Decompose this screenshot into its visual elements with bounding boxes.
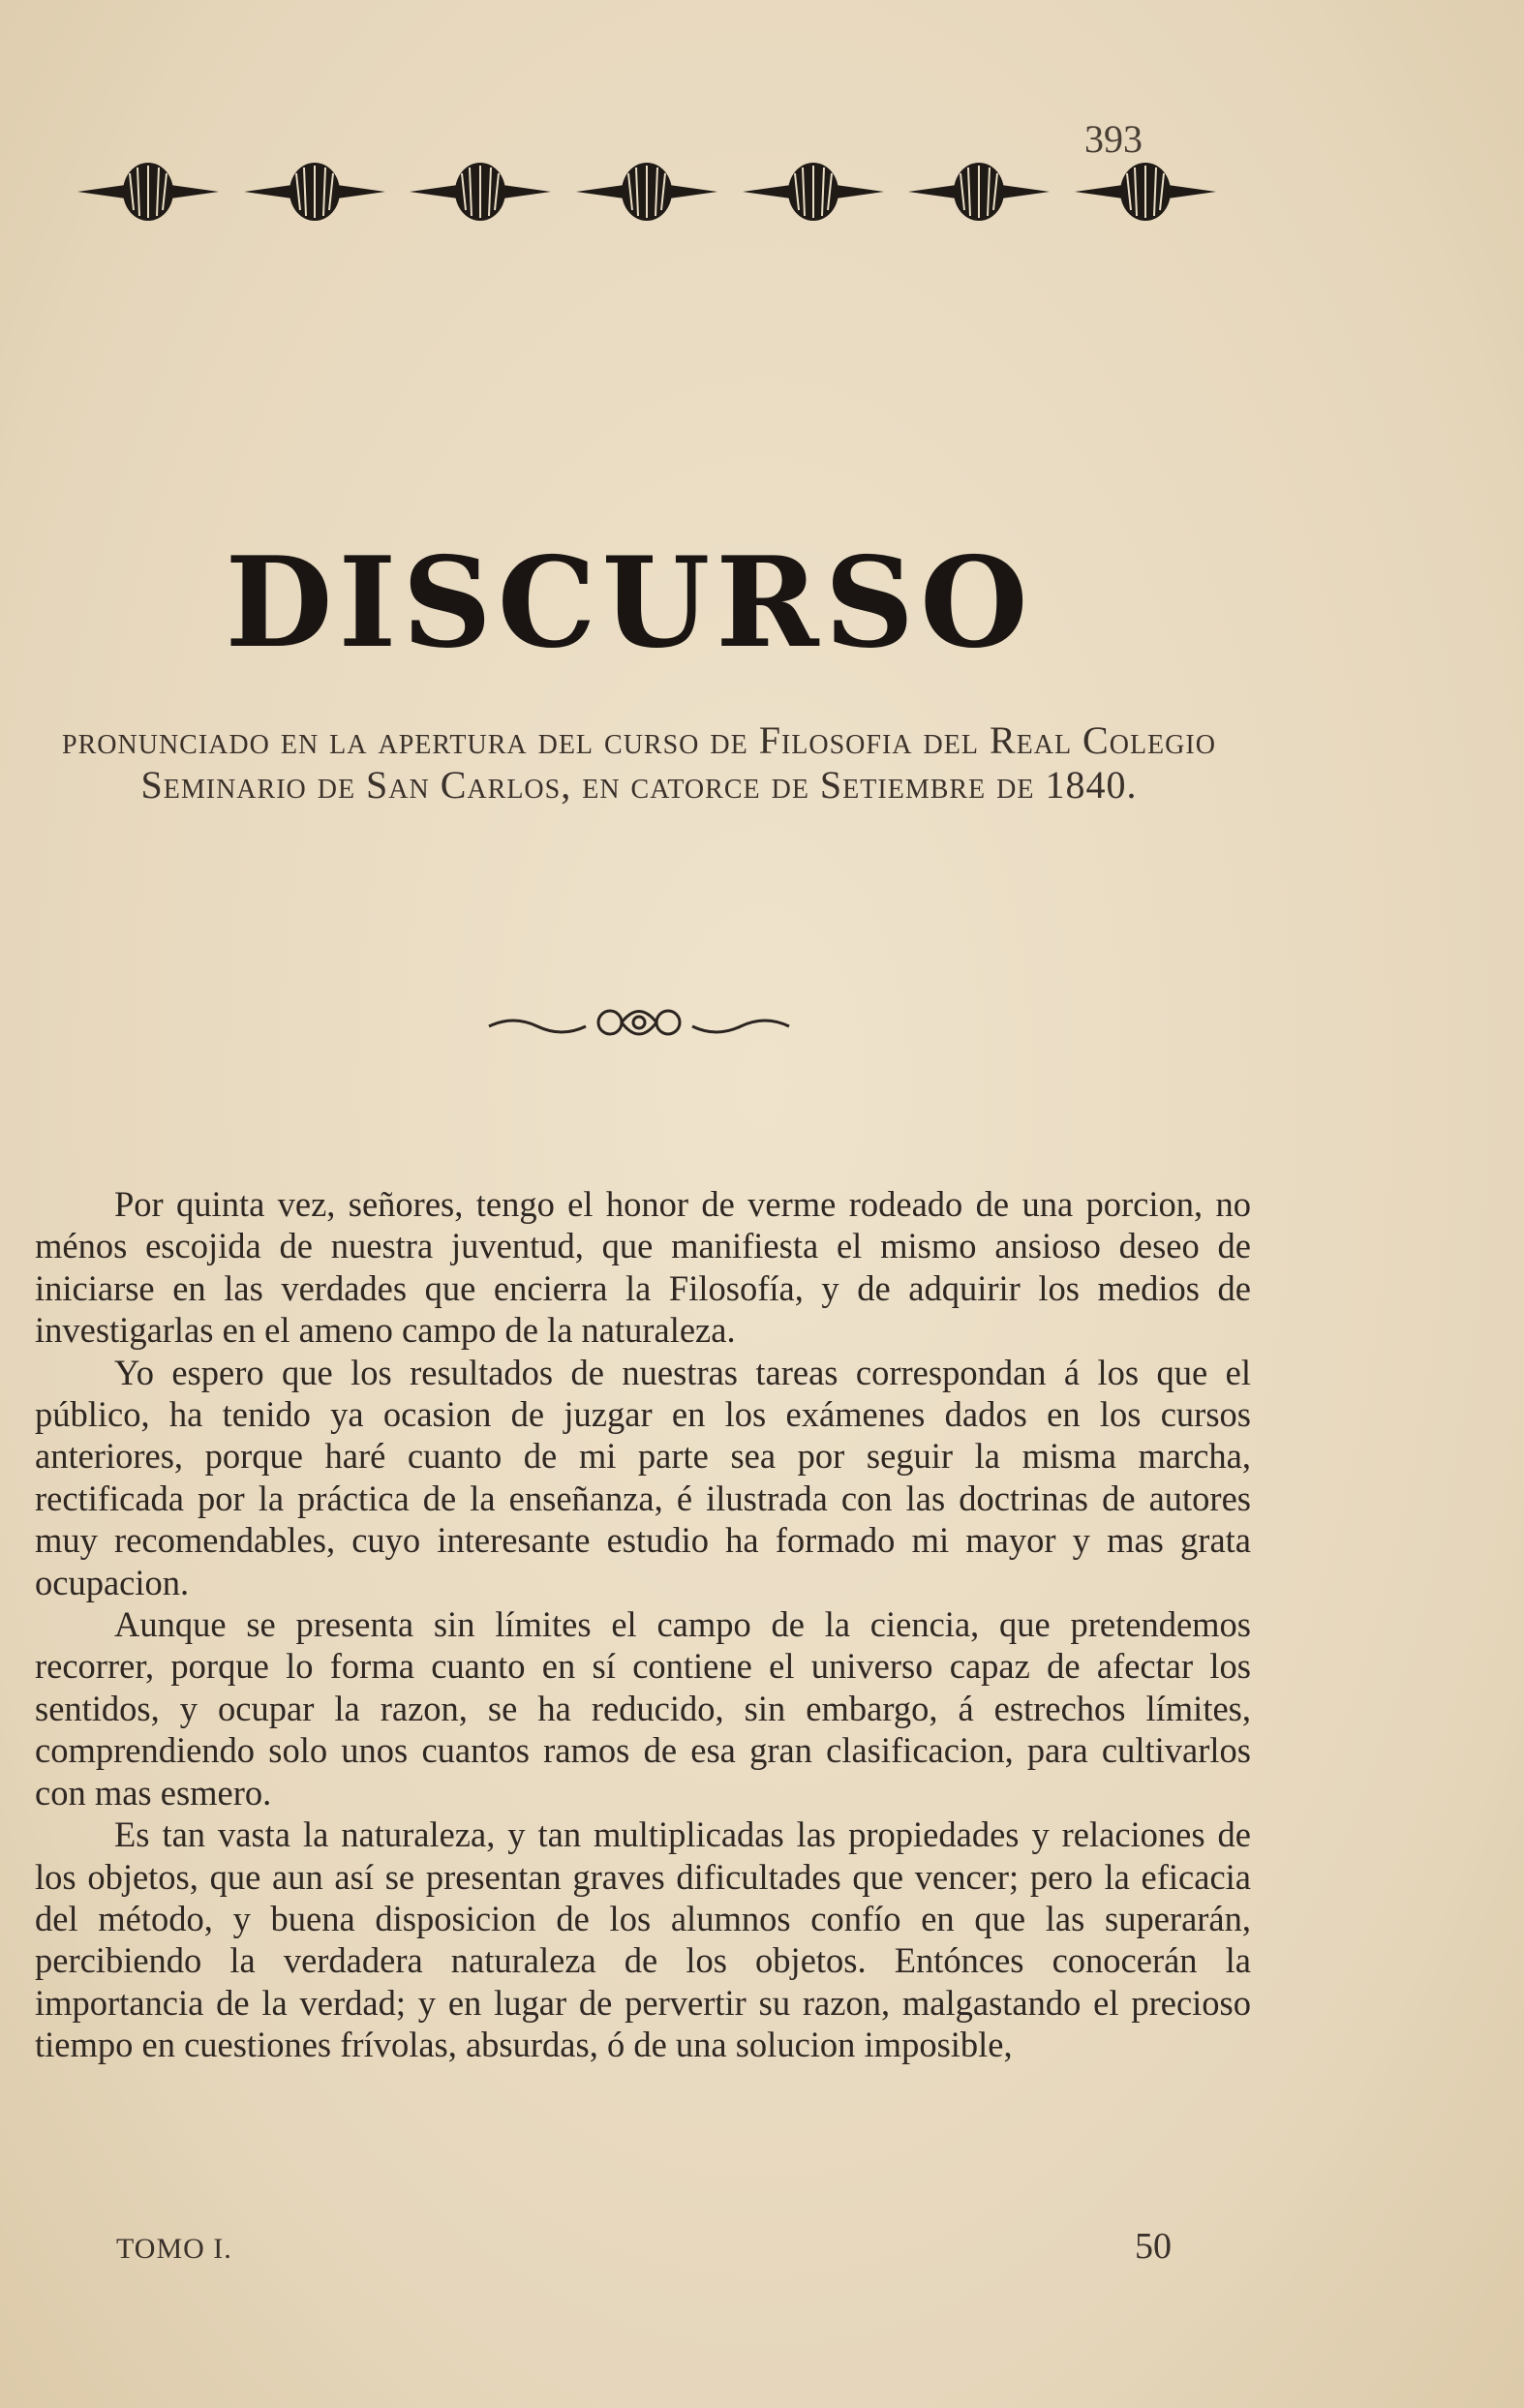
page-title: DISCURSO: [225, 531, 1034, 676]
paragraph: Yo espero que los resultados de nuestras tareas correspondan á los que el público, ha tenido ya ocasion de juzgar en los exámenes dados en los cursos anteriores, porque haré cuanto de mi parte sea por seguir la misma marcha, rectificada por la práctica de la enseñanza, é ilustrada con las doctrinas de autores muy recomendables, cuyo interesante estudio ha formado mi mayor y mas grata ocupacion.: [35, 1352, 1251, 1602]
signature-mark: 50: [1135, 2226, 1172, 2267]
paragraph: Aunque se presenta sin límites el campo de la ciencia, que pretendemos recorrer, porque lo forma cuanto en sí contiene el universo capaz de afectar los sentidos, y ocupar la razon, se ha reducido, sin embargo, á estrechos límites, comprendiendo solo unos cuantos ramos de esa gran clasificacion, para cultivarlos con mas esmero.: [35, 1604, 1251, 1813]
fleuron-icon: [408, 158, 553, 226]
body-text: [35, 1183, 1251, 2066]
flourish-divider-icon: [484, 995, 794, 1053]
fleuron-icon: [574, 158, 719, 226]
fleuron-icon: [1073, 158, 1218, 226]
fleuron-icon: [242, 158, 387, 226]
header-ornament-band: [76, 153, 1218, 230]
fleuron-icon: [741, 158, 886, 226]
page-number: 393: [1084, 117, 1143, 161]
paragraph: Por quinta vez, señores, tengo el honor de verme rodeado de una porcion, no ménos escojida de nuestra juventud, que manifiesta el mismo ansioso deseo de iniciarse en las verdades que encierra la Filosofía, y de adquirir los medios de investigarlas en el ameno campo de la naturaleza.: [35, 1184, 1251, 1351]
paragraph: Es tan vasta la naturaleza, y tan multiplicadas las propiedades y relaciones de los objetos, que aun así se presentan graves dificultades que vencer; pero la eficacia del método, y buena disposicion de los alumnos confío en que las superarán, percibiendo la verdadera naturaleza de los objetos. Entónces conocerán la importancia de la verdad; y en lugar de pervertir su razon, malgastando el precioso tiempo en cuestiones frívolas, absurdas, ó de una solucion imposible,: [35, 1814, 1251, 2065]
fleuron-icon: [906, 158, 1052, 226]
page-footer: [116, 2225, 1172, 2268]
volume-label: TOMO I.: [116, 2233, 232, 2265]
fleuron-icon: [76, 158, 221, 226]
subtitle: pronunciado en la apertura del curso de Filosofia del Real Colegio Seminario de San Carlos, en catorce de Setiembre de 1840.: [62, 718, 1216, 807]
